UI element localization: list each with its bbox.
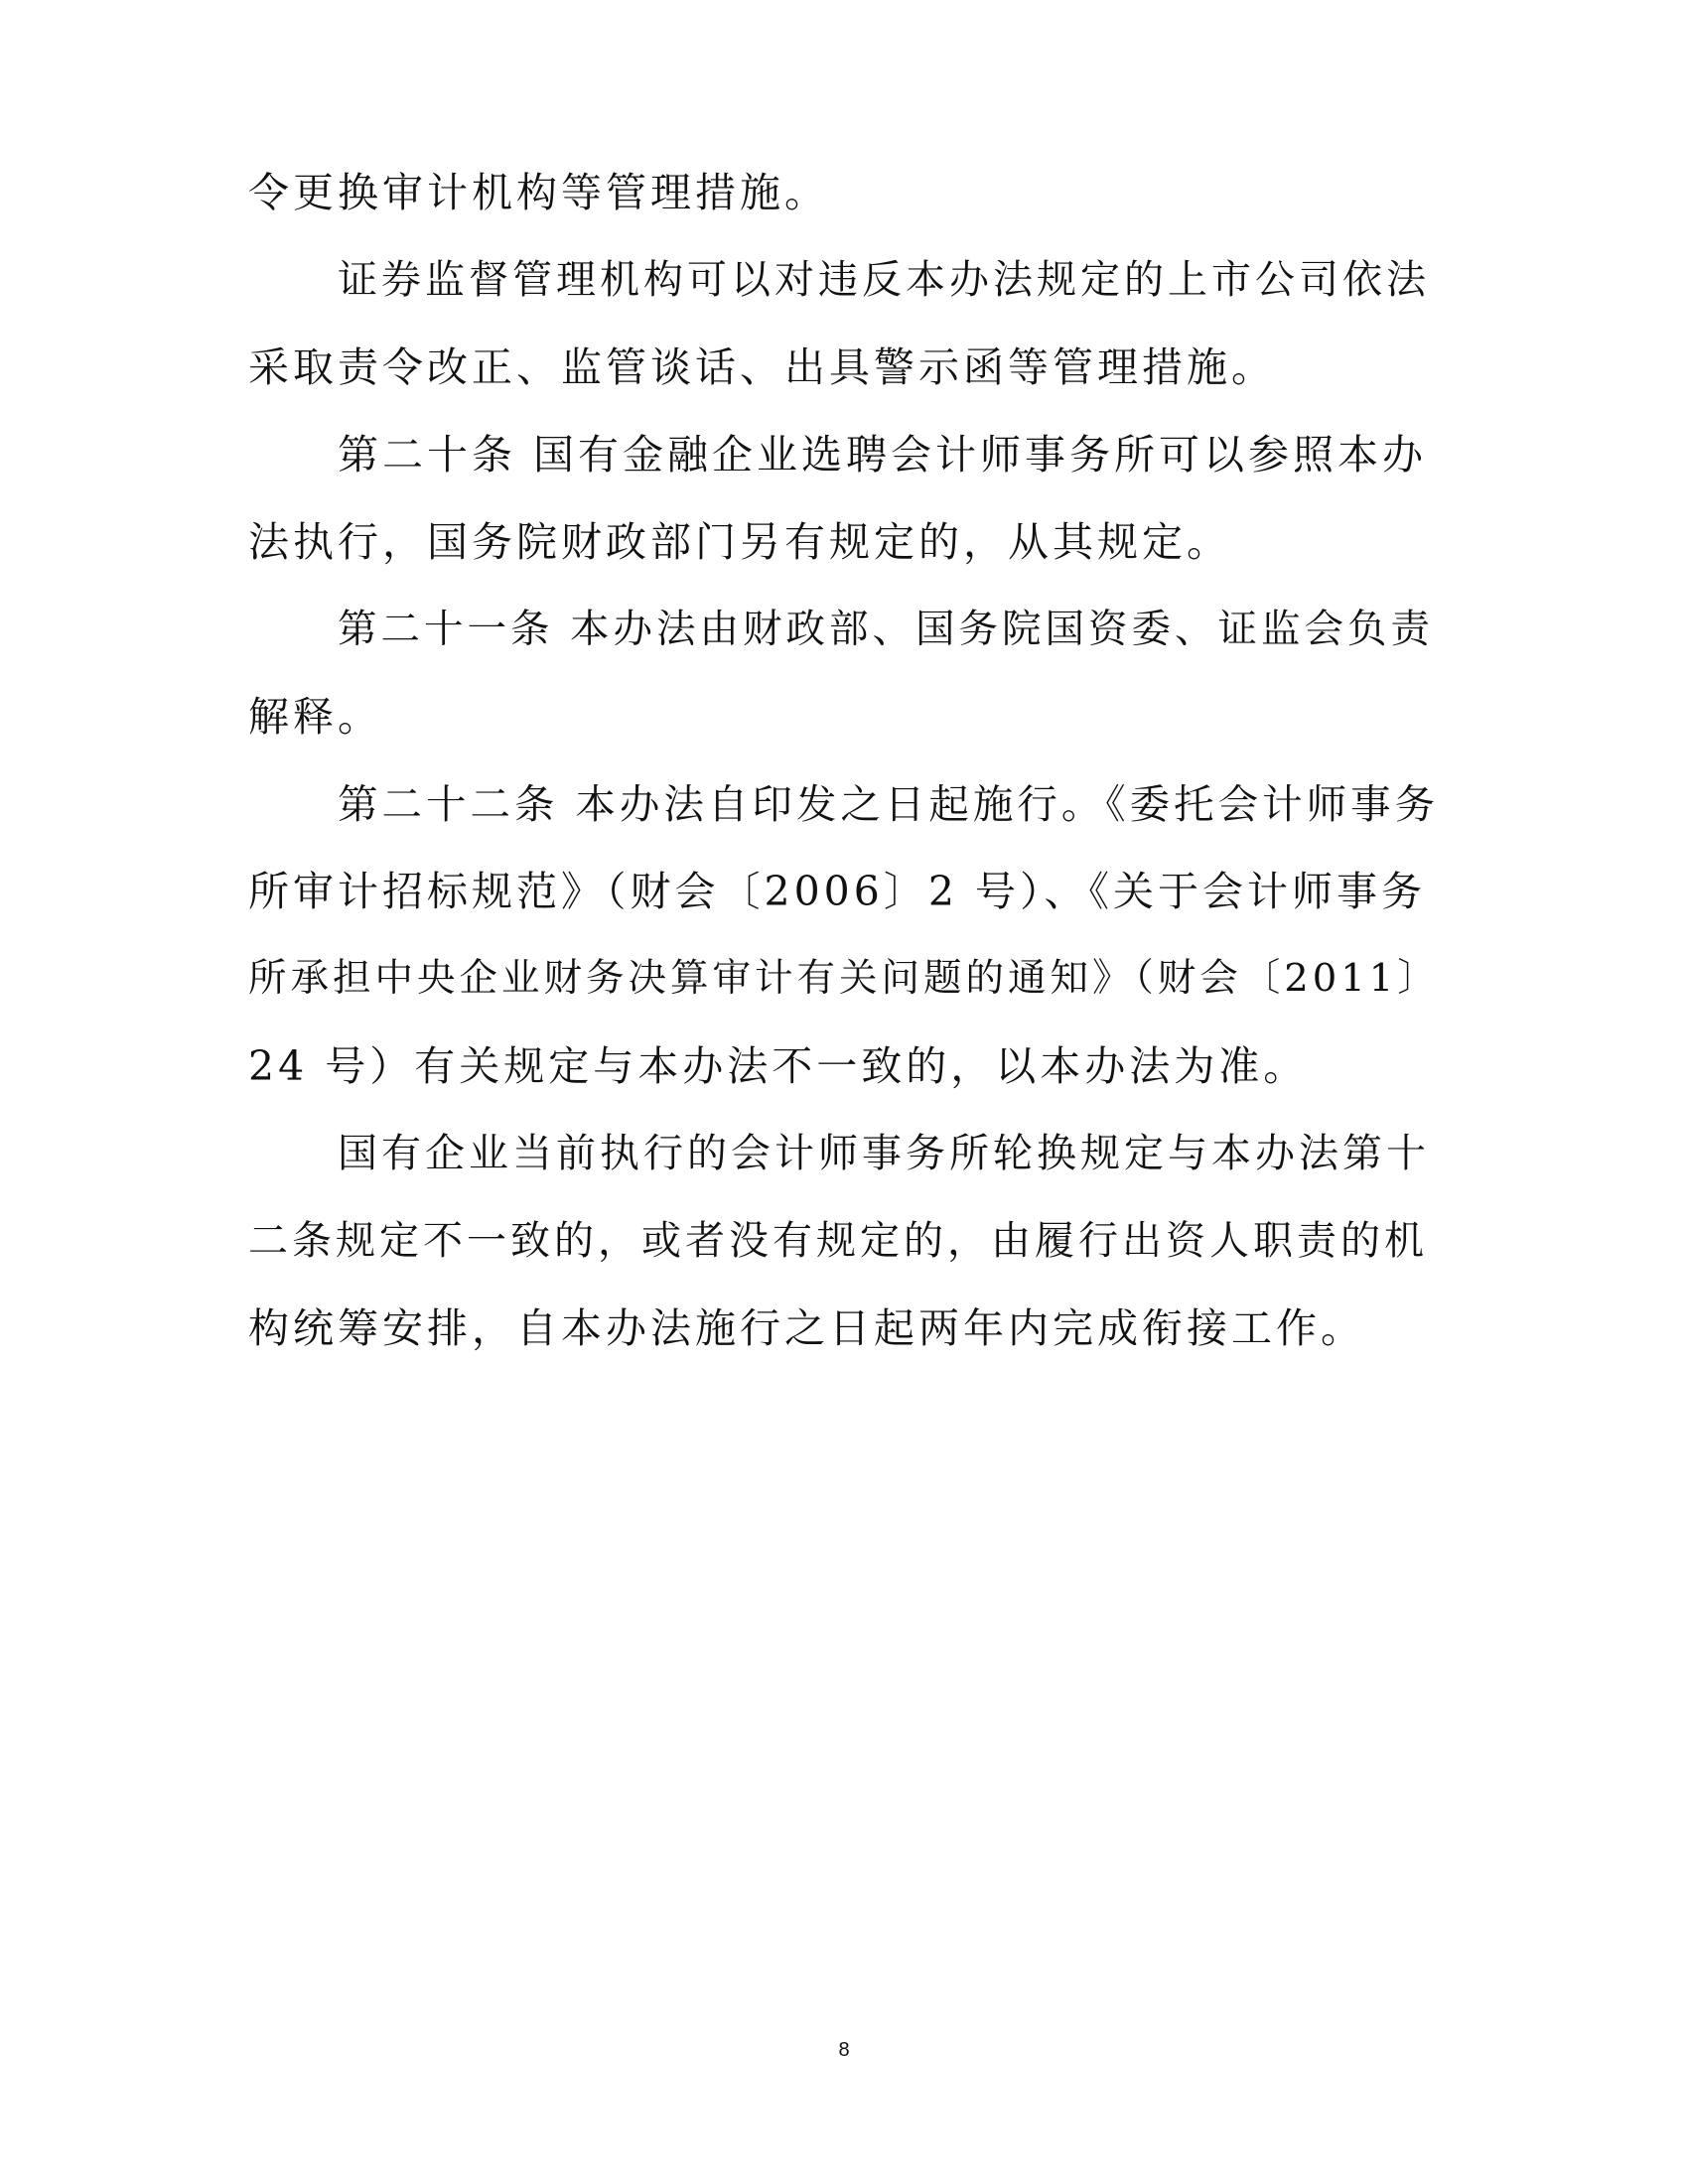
paragraph-start-line: 证券监督管理机构可以对违反本办法规定的上市公司依法 <box>338 257 1430 303</box>
text-line: 所审计招标规范》（财会〔2006〕2 号）、《关于会计师事务 <box>248 868 1426 915</box>
paragraph-start-line: 国有企业当前执行的会计师事务所轮换规定与本办法第十 <box>338 1131 1430 1176</box>
text-line: 二条规定不一致的，或者没有规定的，由履行出资人职责的机 <box>248 1218 1428 1264</box>
text-line: 法执行，国务院财政部门另有规定的，从其规定。 <box>248 518 1231 566</box>
text-line: 令更换审计机构等管理措施。 <box>248 169 829 216</box>
text-line: 解释。 <box>248 693 382 741</box>
text-line: 构统筹安排，自本办法施行之日起两年内完成衔接工作。 <box>248 1304 1365 1352</box>
text-line: 24 号）有关规定与本办法不一致的，以本办法为准。 <box>248 1042 1309 1090</box>
page-number: 8 <box>838 2039 850 2061</box>
text-line: 采取责令改正、监管谈话、出具警示函等管理措施。 <box>248 343 1276 391</box>
article-22-line: 第二十二条 本办法自印发之日起施行。《委托会计师事务 <box>338 780 1440 828</box>
article-20-line: 第二十条 国有金融企业选聘会计师事务所可以参照本办 <box>338 431 1428 478</box>
document-body <box>248 149 1440 1372</box>
text-line: 所承担中央企业财务决算审计有关问题的通知》（财会〔2011〕 <box>248 956 1440 1001</box>
article-21-line: 第二十一条 本办法由财政部、国务院国资委、证监会负责 <box>338 607 1435 652</box>
